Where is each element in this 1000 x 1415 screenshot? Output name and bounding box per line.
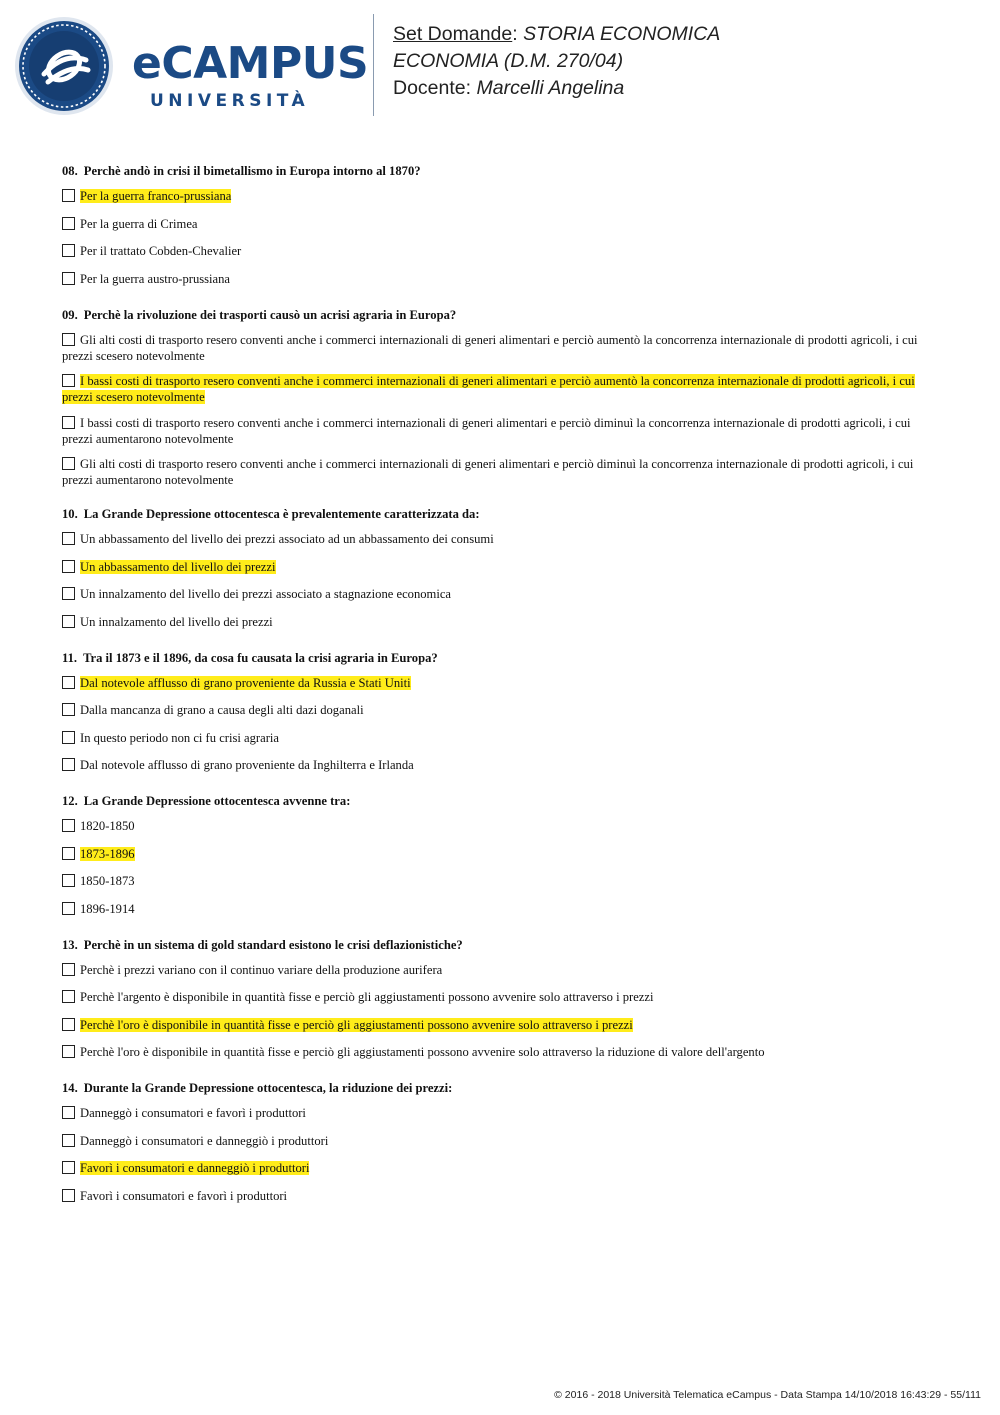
answer-text-highlighted: I bassi costi di trasporto resero conventi anche i commerci internazionali di generi alimentari e perciò aumentò la concorrenza internazionale di prodotti agricoli, i cui prezzi scesero notevolmente — [62, 374, 915, 404]
question-text: La Grande Depressione ottocentesca è prevalentemente caratterizzata da: — [83, 507, 480, 521]
answer-text: Danneggò i consumatori e danneggiò i produttori — [80, 1133, 329, 1148]
answer-checkbox[interactable] — [62, 272, 75, 285]
answer-text: 1850-1873 — [80, 874, 135, 888]
answer-text-highlighted: Un abbassamento del livello dei prezzi — [80, 559, 276, 574]
question-text: Durante la Grande Depressione ottocentesca, la riduzione dei prezzi: — [83, 1081, 453, 1095]
answer-text-highlighted: Favorì i consumatori e danneggiò i produttori — [80, 1161, 310, 1175]
answer-text-highlighted: 1873-1896 — [80, 846, 135, 861]
answer-text: Per il trattato Cobden-Chevalier — [80, 244, 242, 258]
question-title — [62, 505, 942, 523]
answer-checkbox[interactable] — [62, 902, 75, 915]
answer-checkbox[interactable] — [62, 874, 75, 887]
answer-text: 1896-1914 — [80, 901, 135, 916]
question-text: Perchè andò in crisi il bimetallismo in Europa intorno al 1870? — [83, 164, 421, 178]
answer-option[interactable] — [62, 531, 942, 549]
answer-checkbox[interactable] — [62, 189, 75, 202]
answer-text: In questo periodo non ci fu crisi agraria — [80, 730, 279, 745]
question-number: 11. — [62, 650, 78, 665]
question-title — [62, 792, 942, 810]
answer-text: Perchè i prezzi variano con il continuo variare della produzione aurifera — [80, 962, 443, 977]
answer-checkbox[interactable] — [62, 990, 75, 1003]
answer-option[interactable] — [62, 373, 942, 405]
answer-text: Per la guerra austro-prussiana — [80, 271, 231, 286]
answer-option[interactable] — [62, 415, 942, 447]
answer-text-highlighted: Dal notevole afflusso di grano proveniente da Russia e Stati Uniti — [80, 675, 411, 690]
set-separator: : — [512, 23, 518, 45]
question-title — [62, 649, 942, 667]
question-12 — [62, 792, 942, 919]
question-title — [62, 162, 942, 180]
question-number: 10. — [62, 507, 78, 521]
answer-checkbox[interactable] — [62, 416, 75, 429]
question-13 — [62, 936, 942, 1063]
answer-checkbox[interactable] — [62, 1161, 75, 1174]
answer-checkbox[interactable] — [62, 560, 75, 573]
answer-text: 1820-1850 — [80, 819, 135, 833]
set-title-line — [393, 21, 983, 48]
answer-option[interactable] — [62, 989, 942, 1007]
header-divider — [373, 14, 374, 116]
answer-checkbox[interactable] — [62, 676, 75, 689]
question-title — [62, 1079, 942, 1097]
question-text: La Grande Depressione ottocentesca avvenne tra: — [83, 794, 351, 808]
answer-text: Dalla mancanza di grano a causa degli alti dazi doganali — [80, 703, 364, 717]
answer-checkbox[interactable] — [62, 963, 75, 976]
question-number: 12. — [62, 794, 78, 808]
answer-option[interactable] — [62, 456, 942, 488]
question-14 — [62, 1079, 942, 1206]
answer-option[interactable] — [62, 1017, 942, 1035]
answer-checkbox[interactable] — [62, 1045, 75, 1058]
answer-text: Un innalzamento del livello dei prezzi associato a stagnazione economica — [80, 587, 452, 601]
answer-option[interactable] — [62, 586, 942, 604]
logo-brand-text: eCAMPUS — [132, 38, 369, 89]
answer-text: Un abbassamento del livello dei prezzi associato ad un abbassamento dei consumi — [80, 532, 494, 546]
course-line-2: ECONOMIA (D.M. 270/04) — [393, 50, 624, 72]
question-title — [62, 936, 942, 954]
set-label: Set Domande — [393, 23, 513, 45]
answer-checkbox[interactable] — [62, 457, 75, 470]
answer-option[interactable] — [62, 216, 942, 234]
answer-checkbox[interactable] — [62, 217, 75, 230]
answer-text: Danneggò i consumatori e favorì i produttori — [80, 1106, 306, 1120]
answer-checkbox[interactable] — [62, 1018, 75, 1031]
docente-line — [393, 75, 983, 102]
question-text: Perchè in un sistema di gold standard esistono le crisi deflazionistiche? — [83, 937, 463, 952]
question-number: 08. — [62, 164, 78, 178]
page-footer: © 2016 - 2018 Università Telematica eCampus - Data Stampa 14/10/2018 16:43:29 - 55/111 — [554, 1389, 981, 1401]
answer-option[interactable] — [62, 873, 942, 891]
answer-checkbox[interactable] — [62, 1106, 75, 1119]
answer-checkbox[interactable] — [62, 587, 75, 600]
question-number: 13. — [62, 937, 78, 952]
answer-option[interactable] — [62, 846, 942, 864]
docente-name: Marcelli Angelina — [476, 77, 625, 99]
answer-text: Un innalzamento del livello dei prezzi — [80, 614, 273, 629]
answer-checkbox[interactable] — [62, 532, 75, 545]
answer-option[interactable] — [62, 901, 942, 919]
logo-sub-text: UNIVERSITÀ — [150, 91, 310, 111]
question-09 — [62, 306, 942, 489]
answer-option[interactable] — [62, 1044, 942, 1062]
answer-checkbox[interactable] — [62, 333, 75, 346]
answer-option[interactable] — [62, 188, 942, 206]
question-text: Perchè la rivoluzione dei trasporti causò un acrisi agraria in Europa? — [83, 307, 457, 322]
answer-text: I bassi costi di trasporto resero conventi anche i commerci internazionali di generi alimentari e perciò diminuì la concorrenza internazionale di prodotti agricoli, i cui prezzi aumentarono notevolmente — [62, 415, 911, 446]
answer-checkbox[interactable] — [62, 819, 75, 832]
question-title — [62, 306, 942, 324]
answer-option[interactable] — [62, 614, 942, 632]
question-text: Tra il 1873 e il 1896, da cosa fu causata la crisi agraria in Europa? — [83, 650, 438, 665]
answer-option[interactable] — [62, 757, 942, 775]
answer-text: Perchè l'oro è disponibile in quantità fisse e perciò gli aggiustamenti possono avvenire solo attraverso la riduzione di valore dell'argento — [80, 1045, 765, 1059]
answer-checkbox[interactable] — [62, 1189, 75, 1202]
question-list — [62, 162, 942, 1223]
answer-text: Perchè l'argento è disponibile in quantità fisse e perciò gli aggiustamenti possono avvenire solo attraverso i prezzi — [80, 990, 654, 1004]
question-number: 09. — [62, 307, 78, 322]
answer-text: Gli alti costi di trasporto resero conventi anche i commerci internazionali di generi alimentari e perciò diminuì la concorrenza internazionale di prodotti agricoli, i cui prezzi aumentarono notevolmente — [62, 457, 914, 487]
question-number: 14. — [62, 1081, 78, 1095]
answer-option[interactable] — [62, 1105, 942, 1123]
answer-option[interactable] — [62, 1133, 942, 1151]
answer-text-highlighted: Perchè l'oro è disponibile in quantità fisse e perciò gli aggiustamenti possono avvenire solo attraverso i prezzi — [80, 1017, 633, 1032]
question-08 — [62, 162, 942, 289]
ecampus-emblem-icon — [14, 16, 114, 116]
ecampus-logo — [14, 16, 369, 116]
answer-option[interactable] — [62, 559, 942, 577]
course-line-1: STORIA ECONOMICA — [523, 23, 721, 45]
answer-text: Favorì i consumatori e favorì i produttori — [80, 1188, 288, 1203]
answer-checkbox[interactable] — [62, 758, 75, 771]
answer-checkbox[interactable] — [62, 847, 75, 860]
answer-option[interactable] — [62, 243, 942, 261]
answer-option[interactable] — [62, 702, 942, 720]
answer-text-highlighted: Per la guerra franco-prussiana — [80, 189, 232, 203]
answer-option[interactable] — [62, 1160, 942, 1178]
answer-checkbox[interactable] — [62, 374, 75, 387]
answer-checkbox[interactable] — [62, 244, 75, 257]
answer-option[interactable] — [62, 818, 942, 836]
answer-option[interactable] — [62, 675, 942, 693]
answer-option[interactable] — [62, 271, 942, 289]
answer-checkbox[interactable] — [62, 703, 75, 716]
course-line — [393, 48, 983, 75]
answer-text: Dal notevole afflusso di grano proveniente da Inghilterra e Irlanda — [80, 758, 414, 772]
answer-text: Gli alti costi di trasporto resero conventi anche i commerci internazionali di generi alimentari e perciò aumentò la concorrenza internazionale di prodotti agricoli, i cui prezzi scesero notevolmente — [62, 332, 918, 363]
answer-text: Per la guerra di Crimea — [80, 216, 198, 231]
answer-checkbox[interactable] — [62, 615, 75, 628]
question-11 — [62, 649, 942, 776]
answer-option[interactable] — [62, 730, 942, 748]
answer-checkbox[interactable] — [62, 1134, 75, 1147]
answer-option[interactable] — [62, 962, 942, 980]
header-info — [393, 21, 983, 102]
docente-label: Docente: — [393, 77, 472, 99]
answer-option[interactable] — [62, 1188, 942, 1206]
answer-checkbox[interactable] — [62, 731, 75, 744]
answer-option[interactable] — [62, 332, 942, 364]
question-10 — [62, 505, 942, 632]
